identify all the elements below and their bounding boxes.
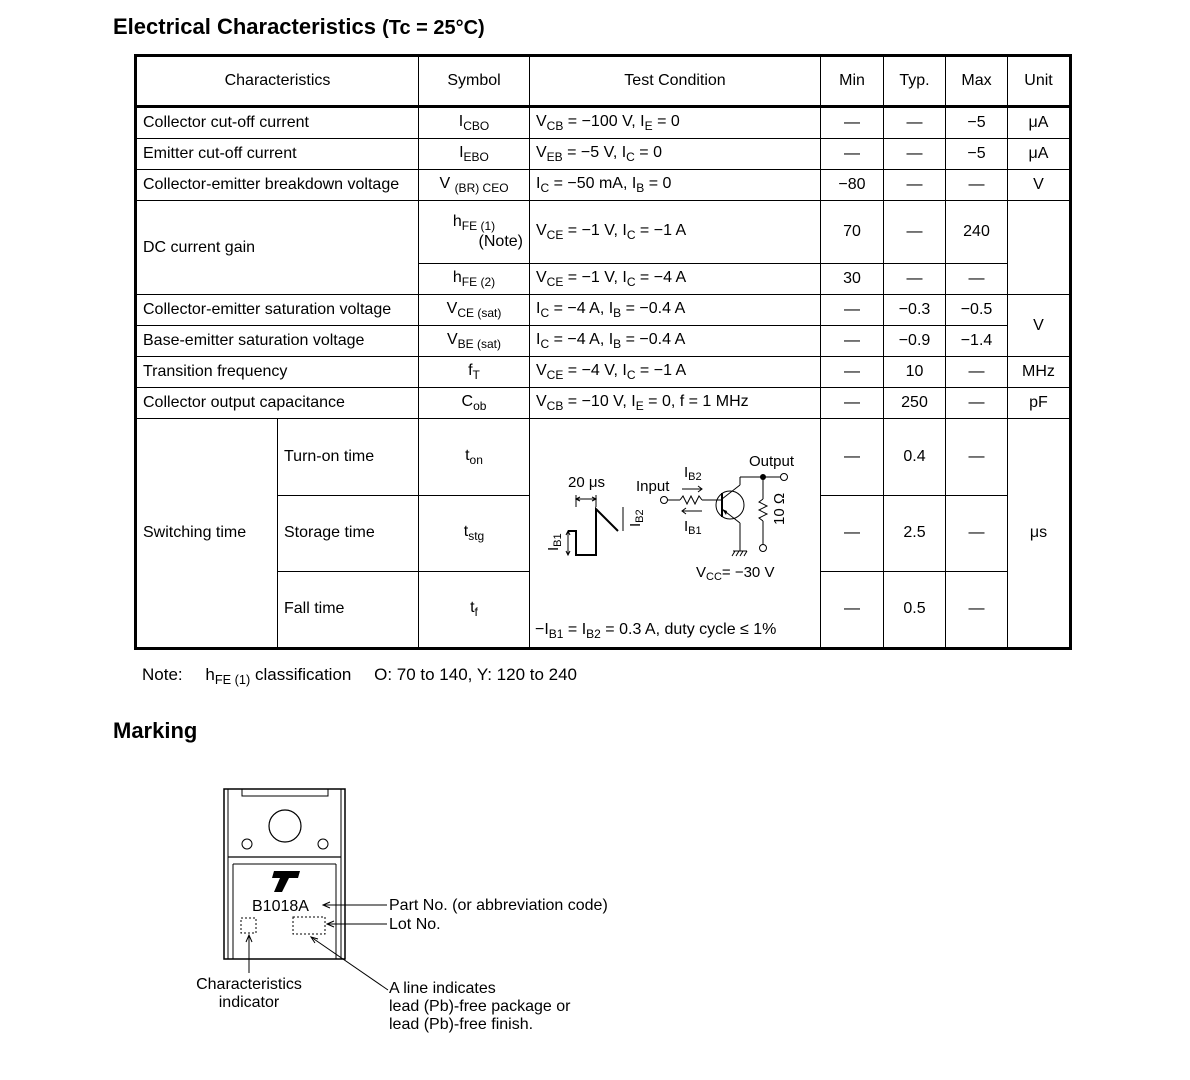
typ-value: — — [884, 139, 946, 170]
unit-value: V — [1008, 170, 1071, 201]
table-row — [136, 139, 1071, 170]
min-value: — — [821, 107, 884, 139]
ib2-label: $I_{B2}$ — [684, 464, 702, 484]
test-circuit-diagram — [530, 419, 820, 648]
symbol-cell: $C_{ob}$ — [419, 388, 530, 419]
page-title — [113, 14, 485, 40]
title-text: Electrical Characteristics — [113, 14, 376, 39]
min-value: — — [821, 295, 884, 326]
electrical-characteristics-table — [134, 54, 1072, 650]
col-unit: Unit — [1008, 56, 1071, 107]
max-value: −5 — [946, 139, 1008, 170]
note-values: O: 70 to 140, Y: 120 to 240 — [374, 665, 578, 684]
symbol-cell: $f_T$ — [419, 357, 530, 388]
min-value: — — [821, 388, 884, 419]
char-name: DC current gain — [136, 201, 419, 295]
symbol-cell: $t_{on}$ — [419, 419, 530, 495]
test-condition: $V_{EB} = -5$ V, $I_C = 0$ — [530, 139, 821, 170]
note-text: classification — [255, 665, 352, 684]
char-name: Collector output capacitance — [136, 388, 419, 419]
max-value: — — [946, 170, 1008, 201]
test-condition: $I_C = -50$ mA, $I_B = 0$ — [530, 170, 821, 201]
max-value: — — [946, 388, 1008, 419]
max-value: −0.5 — [946, 295, 1008, 326]
min-value: — — [821, 495, 884, 571]
table-row — [136, 170, 1071, 201]
test-condition: $V_{CE} = -4$ V, $I_C = -1$ A — [530, 357, 821, 388]
symbol-cell: $h_{FE (1)}$ (Note) — [419, 201, 530, 264]
test-condition: $I_C = -4$ A, $I_B = -0.4$ A — [530, 295, 821, 326]
test-condition: $I_C = -4$ A, $I_B = -0.4$ A — [530, 326, 821, 357]
min-value: −80 — [821, 170, 884, 201]
table-row — [136, 419, 1071, 495]
min-value: 30 — [821, 264, 884, 295]
marking-title: Marking — [113, 718, 198, 743]
typ-value: — — [884, 170, 946, 201]
col-min: Min — [821, 56, 884, 107]
table-row — [136, 201, 1071, 264]
char-name: Transition frequency — [136, 357, 419, 388]
switching-test-circuit — [530, 419, 821, 649]
typ-value: −0.3 — [884, 295, 946, 326]
note-symbol: $h_{FE (1)}$ — [205, 665, 251, 687]
typ-value: 0.4 — [884, 419, 946, 495]
symbol-cell: $V_{CE (sat)}$ — [419, 295, 530, 326]
output-label: Output — [749, 453, 795, 471]
min-value: — — [821, 419, 884, 495]
min-value: — — [821, 139, 884, 170]
symbol-cell: $t_{stg}$ — [419, 495, 530, 571]
typ-value: −0.9 — [884, 326, 946, 357]
ib2-pulse-label: $I_{B2}$ — [627, 509, 646, 528]
typ-value: 0.5 — [884, 571, 946, 648]
max-value: — — [946, 495, 1008, 571]
char-name: Emitter cut-off current — [136, 139, 419, 170]
min-value: — — [821, 357, 884, 388]
max-value: — — [946, 571, 1008, 648]
max-value: 240 — [946, 201, 1008, 264]
unit-value: μA — [1008, 107, 1071, 139]
max-value: — — [946, 264, 1008, 295]
symbol-cell: $V_{BE (sat)}$ — [419, 326, 530, 357]
lot-number-label: Lot No. — [389, 916, 441, 933]
table-header-row — [136, 56, 1071, 107]
symbol-cell: V $_{(BR) CEO}$ — [419, 170, 530, 201]
unit-value: MHz — [1008, 357, 1071, 388]
max-value: — — [946, 419, 1008, 495]
test-condition: $V_{CE} = -1$ V, $I_C = -4$ A — [530, 264, 821, 295]
lead-free-label: A line indicates lead (Pb)-free package or lead (Pb)-free finish. — [389, 980, 571, 1033]
table-row — [136, 107, 1071, 139]
unit-value — [1008, 201, 1071, 295]
note-ref: (Note) — [478, 233, 523, 251]
col-typ: Typ. — [884, 56, 946, 107]
max-value: — — [946, 357, 1008, 388]
typ-value: 2.5 — [884, 495, 946, 571]
test-condition: $V_{CE} = -1$ V, $I_C = -1$ A — [530, 201, 821, 264]
pulse-width-label: 20 μs — [568, 474, 605, 492]
min-value: — — [821, 326, 884, 357]
symbol-cell: $I_{EBO}$ — [419, 139, 530, 170]
char-name: Switching time — [136, 419, 278, 649]
min-value: 70 — [821, 201, 884, 264]
unit-value: μs — [1008, 419, 1071, 649]
table-row — [136, 357, 1071, 388]
char-name: Collector cut-off current — [136, 107, 419, 139]
table-row — [136, 295, 1071, 326]
typ-value: 250 — [884, 388, 946, 419]
table-row — [136, 388, 1071, 419]
sub-char-name: Fall time — [278, 571, 419, 648]
symbol-cell: $t_f$ — [419, 571, 530, 648]
unit-value: μA — [1008, 139, 1071, 170]
title-condition: (Tc = 25°C) — [382, 17, 485, 39]
characteristics-indicator-label: Characteristics indicator — [196, 976, 302, 1011]
test-condition: $V_{CB} = -10$ V, $I_E = 0$, f = 1 MHz — [530, 388, 821, 419]
unit-value: pF — [1008, 388, 1071, 419]
vcc-label: $V_{CC}= -30$ V — [696, 564, 775, 584]
col-symbol: Symbol — [419, 56, 530, 107]
classification-note — [142, 665, 577, 687]
char-name: Collector-emitter breakdown voltage — [136, 170, 419, 201]
min-value: — — [821, 571, 884, 648]
typ-value: — — [884, 201, 946, 264]
marking-diagram — [180, 780, 640, 1050]
col-max: Max — [946, 56, 1008, 107]
switching-condition: $-I_{B1} = I_{B2} = 0.3$ A, duty cycle ≤ 1% — [535, 621, 777, 641]
table-row — [136, 326, 1071, 357]
part-number-label: Part No. (or abbreviation code) — [389, 897, 608, 914]
typ-value: — — [884, 107, 946, 139]
max-value: −5 — [946, 107, 1008, 139]
char-name: Base-emitter saturation voltage — [136, 326, 419, 357]
sub-char-name: Turn-on time — [278, 419, 419, 495]
ib1-pulse-label: $I_{B1}$ — [545, 533, 564, 552]
max-value: −1.4 — [946, 326, 1008, 357]
col-characteristics: Characteristics — [136, 56, 419, 107]
symbol-cell: $h_{FE (2)}$ — [419, 264, 530, 295]
input-label: Input — [636, 478, 670, 496]
unit-value: V — [1008, 295, 1071, 357]
test-condition: $V_{CB} = -100$ V, $I_E = 0$ — [530, 107, 821, 139]
typ-value: 10 — [884, 357, 946, 388]
ib1-label: $I_{B1}$ — [684, 518, 702, 538]
sub-char-name: Storage time — [278, 495, 419, 571]
typ-value: — — [884, 264, 946, 295]
note-label: Note: — [142, 665, 183, 684]
col-test-condition: Test Condition — [530, 56, 821, 107]
part-number-text: B1018A — [252, 898, 309, 915]
symbol-cell: $I_{CBO}$ — [419, 107, 530, 139]
char-name: Collector-emitter saturation voltage — [136, 295, 419, 326]
resistor-label: 10 Ω — [771, 493, 788, 526]
